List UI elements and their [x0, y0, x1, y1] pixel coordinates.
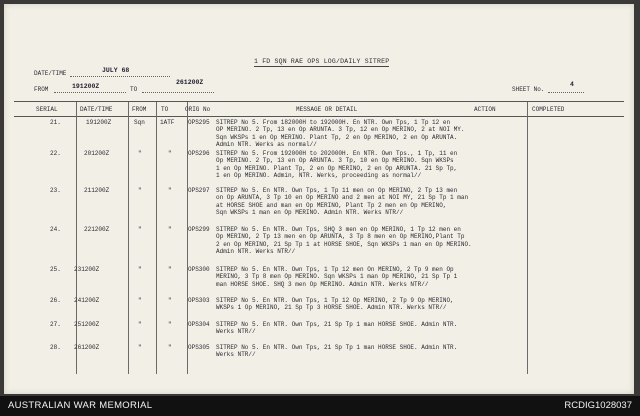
to-value: 261200Z [176, 79, 204, 86]
row-serial: 28. [50, 344, 61, 351]
row-datetime: 191200Z [86, 119, 112, 126]
row-orig: OPS299 [188, 226, 210, 233]
column-divider [156, 102, 157, 374]
row-to: " [168, 321, 172, 328]
archive-footer [0, 396, 640, 416]
footer-record-id: RCDIG1028037 [564, 400, 632, 411]
row-serial: 26. [50, 297, 61, 304]
row-to: " [168, 226, 172, 233]
col-header-from: FROM [132, 106, 147, 113]
row-message: SITREP No 5. En NTR. Own Tps, 1 Tp 11 men on Op MERINO, 2 Tp 13 men on Op ARUNTA, 3 Tp 10 en Op MERINO and 2 men at NOI MY, 21 Sp Tp 1 man at HORSE SHOE and man en Op MERINO, Plant Tp 2 men en Op MERINO, Sqn WKSPs 1 man en Op MERINO. Admin NTR. Werks NTR// [216, 187, 469, 217]
row-datetime: 211200Z [84, 187, 110, 194]
row-from: " [138, 187, 142, 194]
row-serial: 23. [50, 187, 61, 194]
footer-institution: AUSTRALIAN WAR MEMORIAL [8, 400, 153, 411]
row-from: " [138, 344, 142, 351]
from-dots [54, 92, 126, 93]
column-divider [187, 102, 188, 374]
document-sheet [4, 4, 634, 394]
row-to: " [168, 297, 172, 304]
to-label: TO [130, 86, 138, 93]
row-to: " [168, 150, 172, 157]
col-header-datetime: DATE/TIME [80, 106, 113, 113]
row-datetime: 241200Z [74, 297, 100, 304]
col-header-action: ACTION [474, 106, 496, 113]
row-to: " [168, 187, 172, 194]
row-message: SITREP No 5. En NTR. Own Tps, SHQ 3 men en Op MERINO, 1 Tp 12 men en Op MERINO, 2 Tp 13 men en Op ARUNTA, 3 Tp 8 men en Op MERINO,Plant Tp 2 en Op MERINO, 21 Sp Tp 1 at HORSE SHOE, Sqn WKSPs 1 man en Op MERINO. Admin NTR. Werks NTR// [216, 226, 472, 256]
col-header-message: MESSAGE OR DETAIL [296, 106, 358, 113]
row-serial: 25. [50, 266, 61, 273]
row-serial: 22. [50, 150, 61, 157]
column-divider [76, 102, 77, 374]
row-serial: 27. [50, 321, 61, 328]
row-message: SITREP No 5. From 192000H to 202000H. En NTR. Own Tps., 1 Tp, 11 en Op MERINO. 2 Tp, 13 en Op ARUNTA. 3 Tp, 10 en Op MERINO. Sqn WKSPs 1 en Op MERINO. Plant Tp, 2 en Op MERINO, 2 en Op ARUNTA. 21 Sp Tp, 1 en Op MERINO. Admin, NTR. Werks, proceeding as normal// [216, 150, 458, 180]
row-from: " [138, 266, 142, 273]
row-from: " [138, 150, 142, 157]
row-datetime: 221200Z [84, 226, 110, 233]
row-from: Sqn [134, 119, 145, 126]
date-time-value: JULY 68 [102, 67, 130, 74]
row-datetime: 251200Z [74, 321, 100, 328]
date-time-dots [70, 76, 170, 77]
row-message: SITREP No 5. En NTR. Own Tps, 21 Sp Tp 1 man HORSE SHOE. Admin NTR. Werks NTR// [216, 344, 458, 359]
col-header-to: TO [161, 106, 169, 113]
row-message: SITREP No 5. En NTR. Own Tps, 1 Tp 12 Op MERINO, 2 Tp 9 Op MERINO, WKSPs 1 Op MERINO, 21 Sp Tp 3 HORSE SHOE. Admin NTR. Werks NTR// [216, 297, 454, 312]
row-from: " [138, 226, 142, 233]
row-orig: OPS304 [188, 321, 210, 328]
to-dots [142, 92, 214, 93]
date-time-label: DATE/TIME [34, 70, 67, 77]
from-value: 191200Z [72, 83, 100, 90]
col-header-serial: SERIAL [36, 106, 58, 113]
row-orig: OPS296 [188, 150, 210, 157]
col-header-completed: COMPLETED [532, 106, 565, 113]
row-orig: OPS305 [188, 344, 210, 351]
document-title: 1 FD SQN RAE OPS LOG/DAILY SITREP [254, 58, 390, 65]
row-message: SITREP No 5. From 182000H to 192000H. En NTR. Own Tps, 1 Tp 12 en OP MERINO. 2 Tp, 13 en Op ARUNTA. 3 Tp, 12 en Op MERINO, 2 at NOI MY. Sqn WKSPs 1 en Op MERINO. Plant Tp, 2 en Op MERINO, 2 en Op ARUNTA. Admin NTR. Werks as normal// [216, 119, 465, 149]
from-label: FROM [34, 86, 49, 93]
table-top-rule [14, 101, 624, 102]
row-datetime: 261200Z [74, 344, 100, 351]
col-header-orig: ORIG No [185, 106, 211, 113]
sheet-label: SHEET No. [512, 86, 545, 93]
sheet-dots [548, 92, 584, 93]
row-datetime: 201200Z [84, 150, 110, 157]
column-divider [128, 102, 129, 374]
row-orig: OPS303 [188, 297, 210, 304]
row-orig: OPS300 [188, 266, 210, 273]
row-from: " [138, 297, 142, 304]
row-from: " [138, 321, 142, 328]
row-datetime: 231200Z [74, 266, 100, 273]
table-header-rule [14, 116, 624, 117]
row-serial: 24. [50, 226, 61, 233]
row-orig: OPS297 [188, 187, 210, 194]
row-message: SITREP No 5. En NTR. Own Tps, 1 Tp 12 men On MERINO, 2 Tp 9 men Op MERINO, 3 Tp 8 men Op MERINO. Sqn WKSPs 1 man Op MERINO, 21 Sp Tp 1 man HORSE SHOE. SHQ 3 men Op MERINO. Admin NTR. Werks NTR// [216, 266, 458, 288]
row-serial: 21. [50, 119, 61, 126]
row-to: 1ATF [160, 119, 175, 126]
row-to: " [168, 344, 172, 351]
row-orig: OPS295 [188, 119, 210, 126]
sheet-value: 4 [570, 81, 574, 88]
row-message: SITREP No 5. En NTR. Own Tps, 21 Sp Tp 1 man HORSE SHOE. Admin NTR. Werks NTR// [216, 321, 458, 336]
row-to: " [168, 266, 172, 273]
